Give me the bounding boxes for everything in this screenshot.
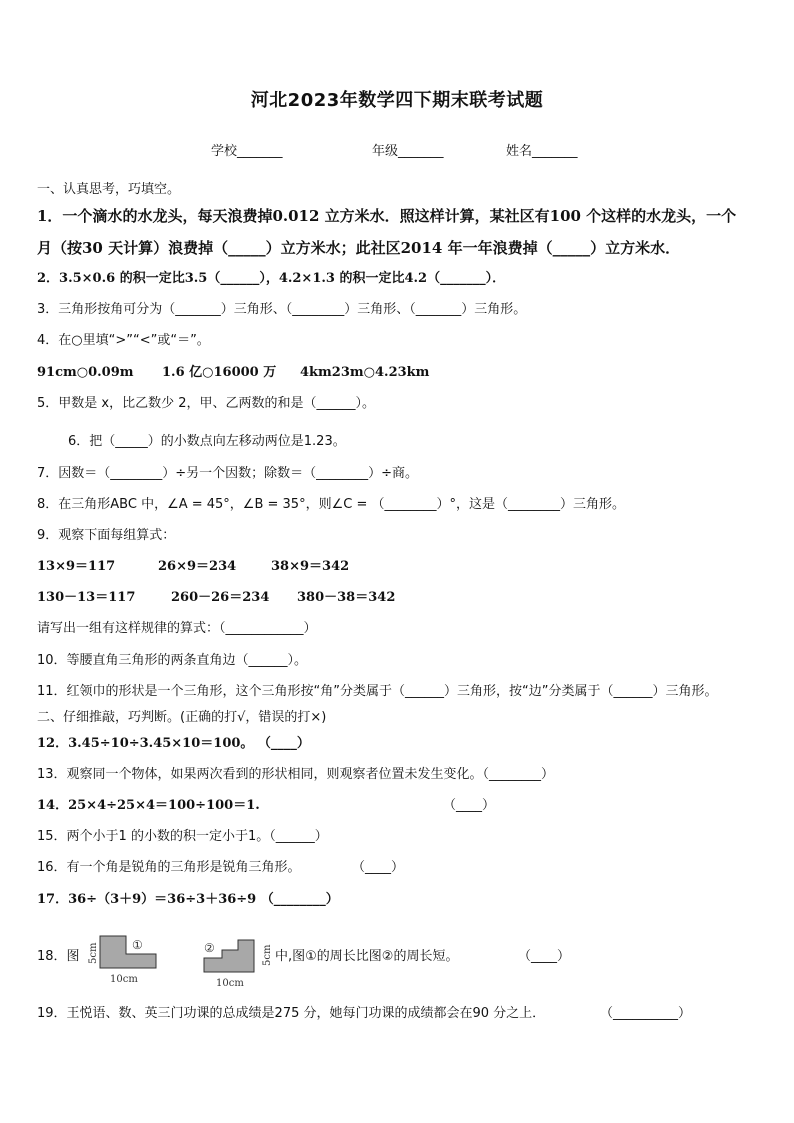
question-14-blank[interactable]: （____） bbox=[443, 798, 496, 813]
question-18-blank[interactable]: （____） bbox=[518, 949, 571, 964]
question-19-blank[interactable]: （__________） bbox=[600, 1006, 692, 1021]
page-title: 河北2023年数学四下期末联考试题 bbox=[250, 90, 544, 111]
school-field[interactable]: 学校_______ bbox=[211, 144, 283, 159]
question-4-item-2: 1.6 亿○16000 万 bbox=[162, 365, 277, 380]
question-9-row-2-c: 380－38＝342 bbox=[297, 590, 396, 605]
question-9-row-1-a: 13×9＝117 bbox=[37, 559, 116, 574]
svg-text:②: ② bbox=[204, 941, 215, 955]
question-15: 15．两个小于1 的小数的积一定小于1。（______） bbox=[37, 829, 328, 844]
grade-field[interactable]: 年级_______ bbox=[372, 144, 444, 159]
svg-text:5cm: 5cm bbox=[88, 942, 99, 964]
question-4-item-1: 91cm○0.09m bbox=[37, 365, 134, 380]
figure-1-l-shape bbox=[84, 932, 164, 987]
question-18-prefix: 18．图 bbox=[37, 949, 80, 964]
question-16: 16．有一个角是锐角的三角形是锐角三角形。 bbox=[37, 860, 301, 875]
svg-text:10cm: 10cm bbox=[216, 978, 244, 989]
svg-text:5cm: 5cm bbox=[262, 944, 273, 966]
question-10: 10．等腰直角三角形的两条直角边（______）。 bbox=[37, 653, 308, 668]
svg-text:10cm: 10cm bbox=[110, 974, 138, 985]
question-19: 19．王悦语、数、英三门功课的总成绩是275 分，她每门功课的成绩都会在90 分之上． bbox=[37, 1006, 546, 1021]
question-9-row-1-c: 38×9＝342 bbox=[271, 559, 350, 574]
question-18-text: 中,图①的周长比图②的周长短。 bbox=[275, 949, 459, 964]
question-13: 13．观察同一个物体，如果两次看到的形状相同，则观察者位置未发生变化。（________） bbox=[37, 767, 555, 782]
question-7: 7．因数＝（________）÷另一个因数；除数＝（________）÷商。 bbox=[37, 466, 419, 481]
question-4: 4．在○里填“>”“<”或“＝”。 bbox=[37, 333, 210, 348]
question-4-item-3: 4km23m○4.23km bbox=[300, 365, 430, 380]
name-field[interactable]: 姓名_______ bbox=[506, 144, 578, 159]
question-9: 9．观察下面每组算式： bbox=[37, 528, 176, 543]
question-8: 8．在三角形ABC 中，∠A = 45°，∠B = 35°，则∠C = （________）°，这是（________）三角形。 bbox=[37, 497, 625, 512]
question-11: 11．红领巾的形状是一个三角形，这个三角形按“角”分类属于（______）三角形，按“边”分类属于（______）三角形。 bbox=[37, 684, 718, 699]
question-9-row-2-b: 260－26＝234 bbox=[171, 590, 270, 605]
question-1-line-1: 1．一个滴水的水龙头，每天浪费掉0.012 立方米水．照这样计算，某社区有100 个这样的水龙头，一个 bbox=[37, 207, 737, 225]
figure-2-step-shape bbox=[200, 934, 280, 989]
question-9-prompt: 请写出一组有这样规律的算式：（____________） bbox=[37, 621, 317, 636]
question-2: 2．3.5×0.6 的积一定比3.5（______），4.2×1.3 的积一定比4.2（_______）． bbox=[37, 271, 506, 286]
section-1-heading: 一、认真思考，巧填空。 bbox=[37, 182, 181, 197]
svg-text:①: ① bbox=[132, 938, 143, 952]
question-5: 5．甲数是 x，比乙数少 2，甲、乙两数的和是（______）。 bbox=[37, 396, 376, 411]
question-16-blank[interactable]: （____） bbox=[352, 860, 405, 875]
question-14: 14．25×4÷25×4＝100÷100＝1. bbox=[37, 798, 260, 813]
question-6: 6．把（_____）的小数点向左移动两位是1.23。 bbox=[68, 434, 346, 449]
question-1-line-2: 月（按30 天计算）浪费掉（_____）立方米水；此社区2014 年一年浪费掉（_____）立方米水． bbox=[37, 239, 681, 257]
question-12: 12．3.45÷10÷3.45×10＝100。 （____） bbox=[37, 736, 310, 751]
question-9-row-2-a: 130－13＝117 bbox=[37, 590, 136, 605]
section-2-heading: 二、仔细推敲，巧判断。(正确的打√，错误的打×) bbox=[37, 710, 327, 725]
question-3: 3．三角形按角可分为（_______）三角形、（________）三角形、（_______）三角形。 bbox=[37, 302, 527, 317]
question-9-row-1-b: 26×9＝234 bbox=[158, 559, 237, 574]
question-17: 17．36÷（3＋9）＝36÷3＋36÷9 （________） bbox=[37, 892, 339, 907]
